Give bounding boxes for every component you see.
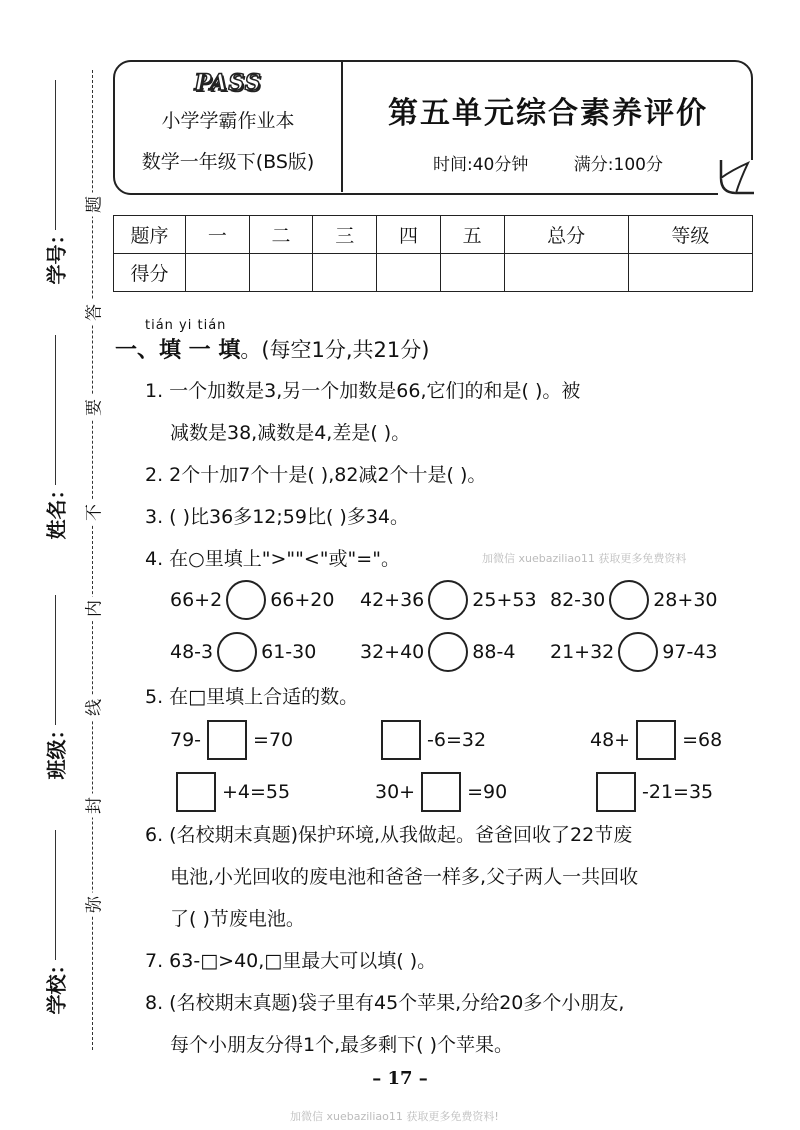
question-2: 2. 2个十加7个十是( ),82减2个十是( )。 <box>145 464 487 486</box>
compare-item <box>550 632 740 672</box>
page-number: – 17 – <box>372 1068 428 1089</box>
brand-block <box>115 62 343 192</box>
box-equation-row <box>170 720 795 760</box>
seal-char: 封 <box>80 794 105 818</box>
exam-full-score: 满分:100分 <box>573 155 663 175</box>
expr-left: 21+32 <box>550 641 615 663</box>
score-cell[interactable] <box>504 254 628 292</box>
brand-subtitle: 数学一年级下(BS版) <box>141 151 315 173</box>
section-title-main: 一、填 一 填 <box>115 338 241 363</box>
table-row <box>114 254 753 292</box>
expr-left: 48-3 <box>170 641 214 663</box>
box-equation <box>170 720 375 760</box>
compare-item <box>170 632 360 672</box>
section-one <box>115 318 429 364</box>
expr-right: 88-4 <box>472 641 516 663</box>
watermark: 加微信 xuebaziliao11 获取更多免费资料! <box>290 1110 499 1123</box>
eq-right: +4=55 <box>222 781 291 803</box>
box-equation-row <box>170 772 795 812</box>
compare-item <box>360 632 550 672</box>
answer-box[interactable] <box>381 720 421 760</box>
box-equation <box>375 720 590 760</box>
section-pinyin: tián yi tián <box>145 318 227 333</box>
seal-char: 答 <box>80 301 105 325</box>
compare-row <box>170 632 740 672</box>
student-name-field[interactable] <box>38 335 72 540</box>
expr-right: 61-30 <box>261 641 317 663</box>
table-header: 等级 <box>628 216 752 254</box>
school-label: 学校： <box>44 954 69 1015</box>
box-equation <box>170 772 375 812</box>
table-header: 二 <box>249 216 313 254</box>
question-3: 3. ( )比36多12;59比( )多34。 <box>145 506 410 528</box>
score-row-label: 得分 <box>114 254 186 292</box>
exam-meta <box>345 150 751 175</box>
eq-right: =68 <box>682 729 723 751</box>
question-6-cont: 了( )节废电池。 <box>170 908 305 930</box>
table-row <box>114 216 753 254</box>
question-5: 5. 在□里填上合适的数。 <box>145 686 359 708</box>
brand-name: 小学学霸作业本 <box>161 110 295 132</box>
question-1-cont: 减数是38,减数是4,差是( )。 <box>170 422 411 444</box>
school-field[interactable] <box>38 830 72 1015</box>
section-title <box>115 333 429 364</box>
answer-box[interactable] <box>207 720 247 760</box>
expr-left: 82-30 <box>550 589 606 611</box>
table-header: 总分 <box>504 216 628 254</box>
box-equation <box>590 772 795 812</box>
eq-left: 48+ <box>590 729 631 751</box>
score-cell[interactable] <box>628 254 752 292</box>
seal-char: 内 <box>80 597 105 621</box>
exam-time: 时间:40分钟 <box>433 155 529 175</box>
table-header: 一 <box>186 216 250 254</box>
seal-char: 题 <box>80 193 105 217</box>
compare-circle[interactable] <box>609 580 649 620</box>
eq-right: -6=32 <box>427 729 487 751</box>
eq-left: 30+ <box>375 781 416 803</box>
exam-info <box>345 62 751 192</box>
student-name-label: 姓名： <box>44 479 69 540</box>
pass-logo: PASS <box>194 70 262 96</box>
eq-left: 79- <box>170 729 202 751</box>
compare-circle[interactable] <box>428 580 468 620</box>
compare-item <box>170 580 360 620</box>
answer-box[interactable] <box>596 772 636 812</box>
compare-circle[interactable] <box>217 632 257 672</box>
class-label: 班级： <box>44 719 69 780</box>
compare-item <box>550 580 740 620</box>
score-table <box>113 215 753 292</box>
question-8: 8. (名校期末真题)袋子里有45个苹果,分给20多个小朋友, <box>145 992 625 1014</box>
table-header: 三 <box>313 216 377 254</box>
compare-circle[interactable] <box>618 632 658 672</box>
box-equation <box>590 720 795 760</box>
expr-left: 66+2 <box>170 589 223 611</box>
page-title: 第五单元综合素养评价 <box>388 96 708 131</box>
question-4: 4. 在○里填上">""<"或"="。 <box>145 548 400 570</box>
eq-right: =90 <box>467 781 508 803</box>
question-7: 7. 63-□>40,□里最大可以填( )。 <box>145 950 437 972</box>
answer-box[interactable] <box>176 772 216 812</box>
expr-left: 32+40 <box>360 641 425 663</box>
score-cell[interactable] <box>313 254 377 292</box>
section-note: 。(每空1分,共21分) <box>240 338 430 362</box>
student-id-field[interactable] <box>38 80 72 285</box>
eq-right: =70 <box>253 729 294 751</box>
class-field[interactable] <box>38 595 72 780</box>
table-header: 题序 <box>114 216 186 254</box>
score-cell[interactable] <box>377 254 441 292</box>
expr-right: 97-43 <box>662 641 718 663</box>
compare-circle[interactable] <box>226 580 266 620</box>
question-6: 6. (名校期末真题)保护环境,从我做起。爸爸回收了22节废 <box>145 824 633 846</box>
table-header: 五 <box>440 216 504 254</box>
seal-char: 不 <box>80 501 105 525</box>
seal-char: 线 <box>80 696 105 720</box>
binding-margin <box>0 0 110 1130</box>
box-equation <box>375 772 590 812</box>
compare-row <box>170 580 740 620</box>
question-6-cont: 电池,小光回收的废电池和爸爸一样多,父子两人一共回收 <box>170 866 639 888</box>
page-curl-icon <box>718 160 754 196</box>
watermark: 加微信 xuebaziliao11 获取更多免费资料 <box>482 552 687 565</box>
score-cell[interactable] <box>249 254 313 292</box>
table-header: 四 <box>377 216 441 254</box>
seal-char: 要 <box>80 396 105 420</box>
eq-right: -21=35 <box>642 781 714 803</box>
expr-right: 66+20 <box>270 589 335 611</box>
student-id-label: 学号： <box>44 224 69 285</box>
expr-right: 28+30 <box>653 589 718 611</box>
compare-item <box>360 580 550 620</box>
question-8-cont: 每个小朋友分得1个,最多剩下( )个苹果。 <box>170 1034 513 1056</box>
score-cell[interactable] <box>440 254 504 292</box>
expr-left: 42+36 <box>360 589 425 611</box>
seal-char: 弥 <box>80 893 105 917</box>
question-1: 1. 一个加数是3,另一个加数是66,它们的和是( )。被 <box>145 380 581 402</box>
score-cell[interactable] <box>186 254 250 292</box>
answer-box[interactable] <box>636 720 676 760</box>
expr-right: 25+53 <box>472 589 537 611</box>
exam-header <box>113 60 753 195</box>
compare-circle[interactable] <box>428 632 468 672</box>
answer-box[interactable] <box>421 772 461 812</box>
